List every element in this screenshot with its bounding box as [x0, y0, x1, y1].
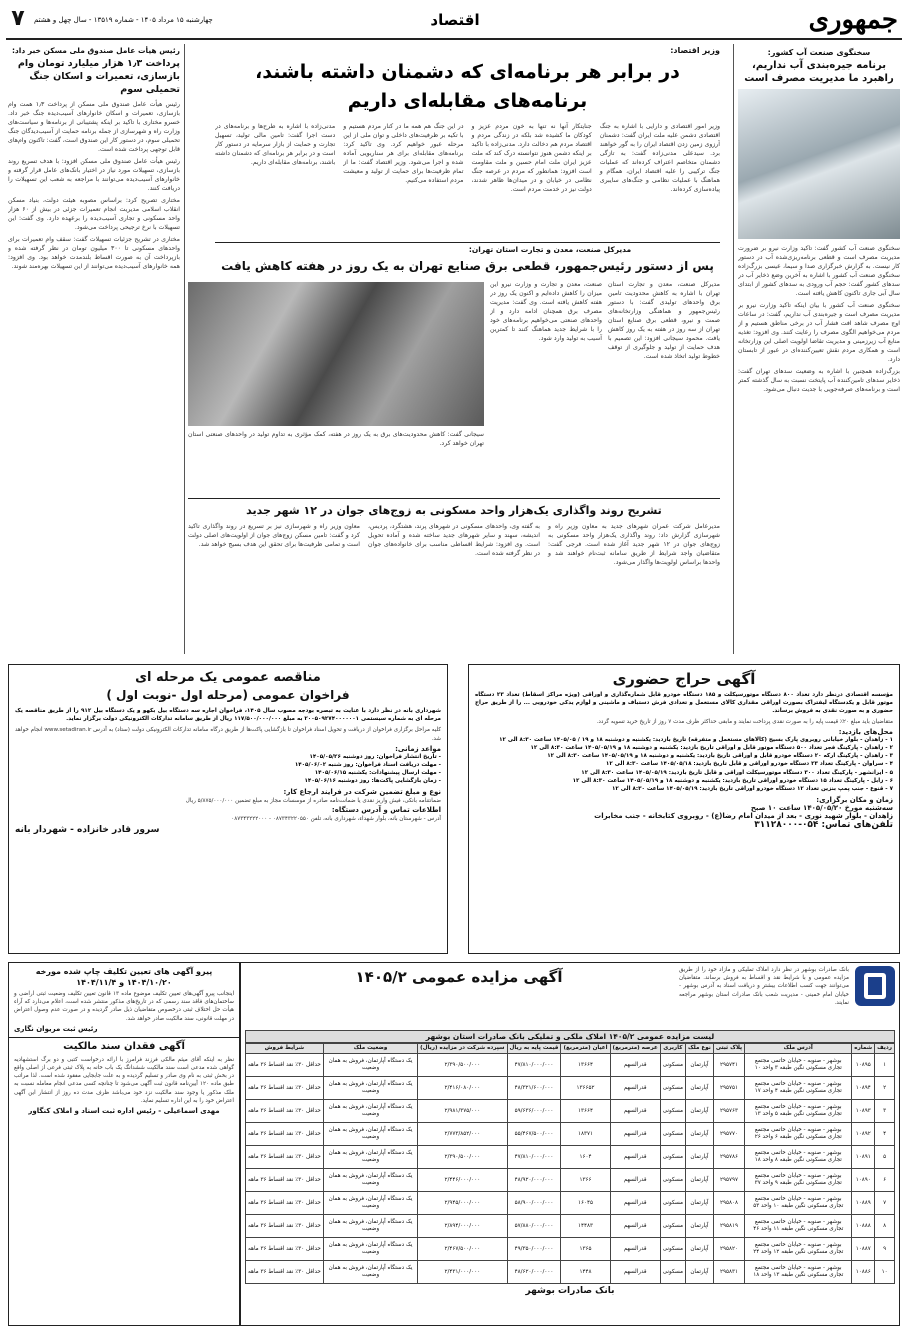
table-cell: قدرالسهم — [610, 1238, 660, 1261]
water-article — [738, 44, 900, 644]
water-headline: برنامه جیره‌بندی آب نداریم، راهبرد ما مدیریت مصرف است — [744, 60, 894, 84]
table-cell: ۴۸/۳۲۱/۶۰۰/۰۰۰ — [507, 1077, 561, 1100]
table-cell: ۱۰۸۸۶ — [852, 1261, 875, 1284]
table-cell: آپارتمان — [685, 1146, 713, 1169]
table-cell: ۴۷/۸۱۰/۰۰۰/۰۰۰ — [507, 1054, 561, 1077]
table-cell: یک دستگاه آپارتمان، فروش به همان وضعیت — [323, 1077, 417, 1100]
bank-logo-icon — [855, 966, 895, 1006]
table-cell: قدرالسهم — [610, 1077, 660, 1100]
table-cell: بوشهر - صنوبه - خیابان خاتمی مجتمع تجاری مسکونی نگین طبقه ۱۰ واحد ۵۳ — [745, 1192, 852, 1215]
table-cell: بوشهر - صنوبه - خیابان خاتمی مجتمع تجاری مسکونی نگین طبقه ۸ واحد ۱۸ — [745, 1146, 852, 1169]
visit-item: ۳ - زاهدان - پارکینگ ارکه ۲۰ دستگاه خودرو قابل و اوراقی تاریخ بازدید: یکشنبه و دوشنبه ۱۸ و ۱۴۰۵/۰۵/۱۹ ساعت ۸:۳۰ الی ۱۲ — [547, 753, 893, 760]
table-cell: ۳ — [875, 1100, 895, 1123]
table-cell: حداقل ۳۰٪ نقد اقساط ۳۶ ماهه — [246, 1146, 324, 1169]
table-cell: ۲ — [875, 1077, 895, 1100]
table-cell: قدرالسهم — [610, 1146, 660, 1169]
table-cell: ۲۹۵۷۸۶ — [713, 1146, 744, 1169]
electricity-kicker: مدیرکل صنعت، معدن و تجارت استان تهران: — [468, 245, 632, 254]
schedule-list — [15, 753, 441, 786]
lead-body — [215, 122, 720, 240]
housing-body-3: معاون وزیر راه و شهرسازی نیز بر تسریع در روند واگذاری تاکید کرد و گفت: تامین مسکن زوج‌های جوان از اولویت‌های اصلی دولت است و تمامی ظرفیت‌ها برای تحقق این هدف بسیج خواهد شد. — [188, 523, 360, 548]
table-cell: ۲۹۵۷۶۳ — [713, 1100, 744, 1123]
ad-live-auction-title: آگهی حراج حضوری — [612, 670, 756, 688]
ad-bank — [240, 962, 900, 1326]
table-cell: یک دستگاه آپارتمان، فروش به همان وضعیت — [323, 1261, 417, 1284]
ad-live-auction-visit-title: محل‌های بازدید: — [838, 727, 893, 736]
table-cell: ۱۰۸۸۹ — [852, 1192, 875, 1215]
lead-rule — [215, 242, 720, 243]
table-header-cell: سپرده شرکت در مزایده (ریال) — [418, 1044, 507, 1054]
ad-registry — [8, 962, 240, 1326]
table-cell: ۱۰۸۸۷ — [852, 1238, 875, 1261]
table-cell: قدرالسهم — [610, 1261, 660, 1284]
table-cell: مسکونی — [660, 1261, 685, 1284]
ad-tender-guarantee: ضمانتنامه بانکی، فیش واریز نقدی یا ضمانت‌نامه صادره از موسسات مجاز به مبلغ تضمین ۵/۸۷۵/۰۰۰/۰۰۰ ریال — [185, 797, 441, 804]
table-cell: ۱۳۶۶۴ — [561, 1054, 610, 1077]
table-cell: ۱۰۸۹۳ — [852, 1100, 875, 1123]
water-body-3: بزرگ‌زاده همچنین با اشاره به وضعیت سدهای تهران گفت: ذخایر سدهای تامین‌کننده آب پایتخت نسبت به سال گذشته کمتر است و برنامه‌های صرفه‌جویی با جدیت دنبال می‌شود. — [738, 368, 900, 393]
table-cell: آپارتمان — [685, 1054, 713, 1077]
table-row — [246, 1146, 895, 1169]
table-cell: بوشهر - صنوبه - خیابان خاتمی مجتمع تجاری مسکونی نگین طبقه ۱۲ واحد ۲۴ — [745, 1238, 852, 1261]
electricity-rule — [188, 498, 720, 499]
visit-item: ۷ - قنوع - جنب پمپ بنزین تعداد ۱۲ دستگاه خودرو اوراقی تاریخ بازدید: ۱۴۰۵/۰۵/۱۹ ساعت ۸:۳۰ الی ۱۲ — [612, 786, 893, 793]
schedule-item: - زمان بازگشایی پاکت‌ها: روز دوشنبه ۱۴۰۵/۰۶/۱۶ — [304, 778, 441, 785]
table-cell: ۱۰۸۹۱ — [852, 1146, 875, 1169]
table-header-cell: شماره — [852, 1044, 875, 1054]
table-cell: مسکونی — [660, 1146, 685, 1169]
table-cell: ۲/۳۹۰/۵۰۰/۰۰۰ — [418, 1146, 507, 1169]
table-row — [246, 1100, 895, 1123]
table-cell: ۲۹۵۸۳۱ — [713, 1261, 744, 1284]
table-cell: قدرالسهم — [610, 1215, 660, 1238]
fund-body-2: رئیس هیأت عامل صندوق ملی مسکن افزود: با هدف تسریع روند بازسازی، تسهیلات مورد نیاز در اختیار بانک‌های عامل قرار گرفته و خانوارهای آسیب‌دیده می‌توانند با مراجعه به شعب این تسهیلات را دریافت کنند. — [8, 158, 180, 192]
table-cell: آپارتمان — [685, 1077, 713, 1100]
table-cell: آپارتمان — [685, 1100, 713, 1123]
visit-item: ۶ - زابل - پارکینگ تعداد ۱۵ دستگاه خودرو اوراقی تاریخ بازدید: یکشنبه و دوشنبه ۱۸ و ۱۴۰۵/۰۵/۱۹ ساعت ۸:۳۰ الی ۱۲ — [572, 777, 893, 784]
table-cell: ۱۳۶۶ — [561, 1169, 610, 1192]
schedule-item: - مهلت ارسال پیشنهادات: یکشنبه ۱۴۰۵/۰۶/۱۵ — [314, 770, 441, 777]
table-cell: آپارتمان — [685, 1215, 713, 1238]
table-cell: آپارتمان — [685, 1123, 713, 1146]
visit-list — [475, 736, 893, 793]
table-cell: قدرالسهم — [610, 1054, 660, 1077]
ad-bank-table-title: لیست مزایده عمومی ۱۴۰۵/۲ املاک ملکی و تملیکی بانک صادرات استان بوشهر — [245, 1030, 895, 1043]
ad-tender — [8, 664, 448, 954]
table-cell: ۲/۹۴۵/۰۰۰/۰۰۰ — [418, 1192, 507, 1215]
table-row — [246, 1054, 895, 1077]
table-cell: ۲۹۵۷۴۱ — [713, 1054, 744, 1077]
table-cell: مسکونی — [660, 1054, 685, 1077]
ad-registry-body: اینجانب پیرو آگهی‌های تعیین تکلیف موضوع ماده ۱۳ قانون تعیین تکلیف وضعیت ثبتی اراضی و ساختمان‌های فاقد سند رسمی که در تاریخ‌های مذکور منتشر شده است، اعلام می‌دارد که آراء هیأت حل اختلاف ثبتی درخصوص متقاضیان ذیل صادر گردیده و در صورت عدم وصول اعتراض در مهلت قانونی، سند مالکیت صادر خواهد شد. — [14, 991, 234, 1022]
table-cell: آپارتمان — [685, 1169, 713, 1192]
table-cell: ۲/۳۹۰/۵۰۰/۰۰۰ — [418, 1054, 507, 1077]
table-cell: ۲۹۵۸۲۰ — [713, 1238, 744, 1261]
water-body-2: سخنگوی صنعت آب کشور با بیان اینکه تاکید وزارت نیرو بر مدیریت مصرف است و جیره‌بندی آب نداریم، گفت: در ساعات اوج مصرف شاهد افت فشار آب در برخی مناطق هستیم و از مردم می‌خواهیم الگوی مصرف را رعایت کنند. وی افزود: تغذیه منابع آب زیرزمینی و مدیریت تقاضا اولویت اصلی این وزارتخانه است و همکاری مردم نقش تعیین‌کننده‌ای در عبور از تابستان دارد. — [738, 302, 900, 363]
table-cell: ۴۷/۸۱۰/۰۰۰/۰۰۰ — [507, 1146, 561, 1169]
ad-live-auction-body-1: مؤسسه اقتصادی درنظر دارد تعداد ۸۰۰ دستگاه موتورسیکلت و ۱۸۵ دستگاه خودرو قابل شماره‌گذاری و اوراقی (ویژه مراکز اسقاط) تعداد ۲۳ دستگاه موتور قابل و یکدستگاه لیفتراک بصورت اوراقی مقداری کالای مستعمل و تعدادی فرش دستباف و ماشینی و لوازم یدکی خودرویی ... را از طریق حراج حضوری و به صورت نقدی به فروش برساند. — [475, 692, 893, 715]
table-cell: یک دستگاه آپارتمان، فروش به همان وضعیت — [323, 1238, 417, 1261]
table-cell: ۲۹۵۸۱۹ — [713, 1215, 744, 1238]
ad-tender-body-2: کلیه مراحل برگزاری فراخوان از دریافت و تحویل اسناد فراخوان تا بازگشایی پاکت‌ها از طریق درگاه سامانه تدارکات الکترونیکی دولت (ستاد) به آدرس www.setadiran.ir انجام خواهد شد. — [15, 727, 442, 742]
lead-headline: در برابر هر برنامه‌ای که دشمنان داشته باشند، برنامه‌های مقابله‌ای داریم — [255, 61, 680, 112]
table-cell: حداقل ۳۰٪ نقد اقساط ۳۶ ماهه — [246, 1192, 324, 1215]
fund-body-4: مختاری در تشریح جزئیات تسهیلات گفت: سقف وام تعمیرات برای واحدهای مسکونی تا ۳۰۰ میلیون تومان در نظر گرفته شده و بازپرداخت آن به صورت اقساط بلندمدت خواهد بود. وی افزود: همه خانوارهای آسیب‌دیده می‌توانند از این تسهیلات بهره‌مند شوند. — [8, 236, 180, 270]
visit-item: ۵ - ایرانشهر - پارکینگ تعداد ۳۰۰ دستگاه موتورسیکلت اوراقی و قابل تاریخ بازدید: ۱۴۰۵/۰۵/۱۹ ساعت ۸:۳۰ الی ۱۲ — [581, 769, 893, 776]
table-cell: مسکونی — [660, 1123, 685, 1146]
col-divider — [733, 44, 734, 654]
table-header-cell: آدرس ملک — [745, 1044, 852, 1054]
table-cell: ۱۰۸۹۲ — [852, 1123, 875, 1146]
table-row — [246, 1123, 895, 1146]
table-row — [246, 1215, 895, 1238]
table-cell: ۵۵/۴۶۷/۵۰۰/۰۰۰ — [507, 1123, 561, 1146]
table-cell: ۴۸/۶۲۰/۰۰۰/۰۰۰ — [507, 1261, 561, 1284]
table-header-cell: قیمت پایه به ریال — [507, 1044, 561, 1054]
table-cell: یک دستگاه آپارتمان، فروش به همان وضعیت — [323, 1192, 417, 1215]
factory-photo — [188, 282, 484, 426]
ad-bank-footer: بانک صادرات بوشهر — [525, 1286, 615, 1296]
schedule-item: - تاریخ انتشار فراخوان: روز دوشنبه ۱۴۰۵/۰۵/۲۶ — [309, 753, 441, 760]
page-number: ۷ — [11, 6, 25, 31]
table-cell: بوشهر - صنوبه - خیابان خاتمی مجتمع تجاری مسکونی نگین طبقه ۹ واحد ۳۷ — [745, 1169, 852, 1192]
table-cell: مسکونی — [660, 1238, 685, 1261]
ad-tender-schedule-title: مواعد زمانی: — [395, 744, 441, 753]
table-cell: بوشهر - صنوبه - خیابان خاتمی مجتمع تجاری مسکونی نگین طبقه ۶ واحد ۲۶ — [745, 1123, 852, 1146]
table-cell: ۱۶۰۴۵ — [561, 1192, 610, 1215]
table-cell: ۱۶۰۴ — [561, 1146, 610, 1169]
lead-body-1: وزیر امور اقتصادی و دارایی با اشاره به جنگ اقتصادی دشمن علیه ملت ایران گفت: دشمنان آرزوی زمین زدن اقتصاد ایران را به گور خواهند برد. سیدعلی مدنی‌زاده گفت: به تازگی دشمنان متخاصم اعتراف کرده‌اند که عملیات جنگ ترکیبی را علیه اقتصاد ایران، همگام و هماهنگ با عملیات نظامی و جنگ‌های سایبری پیاده‌سازی کرده‌اند. — [599, 123, 720, 193]
table-cell: یک دستگاه آپارتمان، فروش به همان وضعیت — [323, 1123, 417, 1146]
table-cell: ۱۳۶۶۵۲ — [561, 1077, 610, 1100]
water-photo — [738, 89, 900, 239]
table-header-cell: کاربری — [660, 1044, 685, 1054]
table-cell: ۱۰۸۹۰ — [852, 1169, 875, 1192]
visit-item: ۲ - زاهدان - پارکینگ فجر تعداد ۵۰۰ دستگاه موتور قابل و اوراقی تاریخ بازدید: یکشنبه و دوشنبه ۱۸ و ۱۴۰۵/۰۵/۱۹ ساعت ۸:۳۰ الی ۱۲ — [530, 745, 893, 752]
ad-live-auction-body-2: متقاضیان باید مبلغ ۲۰٪ قیمت پایه را به صورت نقدی پرداخت نمایند و مابقی حداکثر ظرف مدت ۷ روز از تاریخ خرید تسویه گردد. — [596, 718, 893, 725]
electricity-headline: پس از دستور رئیس‌جمهور، قطعی برق صنایع تهران به یک روز در هفته کاهش یافت — [221, 259, 714, 273]
housing-headline: تشریح روند واگذاری یک‌هزار واحد مسکونی به زوج‌های جوان در ۱۲ شهر جدید — [246, 504, 662, 517]
ad-tender-contact-title: اطلاعات تماس و آدرس دستگاه: — [331, 805, 441, 814]
fund-body-3: مختاری تصریح کرد: براساس مصوبه هیئت دولت، بنیاد مسکن انقلاب اسلامی مدیریت انجام تعمیرات جزئی در بیش از ۶۰ هزار واحد مسکونی و تجاری آسیب‌دیده را برعهده دارد. وی گفت: این تسهیلات با نرخ ترجیحی پرداخت می‌شود. — [8, 197, 180, 231]
table-cell: ۵۸/۹۰۰/۰۰۰/۰۰۰ — [507, 1192, 561, 1215]
electricity-body — [490, 280, 720, 485]
ad-live-auction-address: زاهدان - بلوار شهید نوری - بعد از میدان امام رضا(ع) - روبروی کتابخانه - جنب مخابرات — [594, 812, 893, 821]
ad-lost-title: آگهی فقدان سند مالکیت — [63, 1040, 185, 1052]
table-cell: بوشهر - صنوبه - خیابان خاتمی مجتمع تجاری مسکونی نگین طبقه ۳ واحد ۱۰ — [745, 1054, 852, 1077]
table-row — [246, 1261, 895, 1284]
table-cell: ۹ — [875, 1238, 895, 1261]
table-cell: مسکونی — [660, 1100, 685, 1123]
table-cell: ۲۹۵۷۹۷ — [713, 1169, 744, 1192]
table-cell: حداقل ۳۰٪ نقد اقساط ۳۶ ماهه — [246, 1261, 324, 1284]
table-cell: ۱۳۶۶۴ — [561, 1100, 610, 1123]
ad-tender-contact: آدرس - شهرستان بانه، بلوار شهداء، شهرداری بانه، تلفن ۰۸۷۳۴۳۲۲۰۵۵۰ - ۰۸۷۳۴۳۲۲۲۰۰۰ — [231, 815, 441, 822]
water-body-1: سخنگوی صنعت آب کشور گفت: تاکید وزارت نیرو بر ضرورت مدیریت مصرف است و قطعی برنامه‌ریزی‌شده آب در دستور کار نیست. به گزارش خبرگزاری صدا و سیما، عیسی بزرگ‌زاده سخنگوی صنعت آب کشور با اشاره به آخرین وضع ذخایر آب در سدهای کشور گفت: حجم آب ورودی به سدهای کشور از ابتدای سال آبی جاری تاکنون کاهش یافته است. — [738, 245, 900, 297]
table-row — [246, 1192, 895, 1215]
table-cell: بوشهر - صنوبه - خیابان خاتمی مجتمع تجاری مسکونی نگین طبقه ۱۱ واحد ۴۶ — [745, 1215, 852, 1238]
table-cell: ۲/۴۴۶/۰۰۰/۰۰۰ — [418, 1169, 507, 1192]
table-cell: ۵۹/۶۳۶/۰۰۰/۰۰۰ — [507, 1100, 561, 1123]
table-cell: ۶ — [875, 1169, 895, 1192]
table-cell: ۱۴۴۸ — [561, 1261, 610, 1284]
table-cell: قدرالسهم — [610, 1192, 660, 1215]
table-cell: ۱ — [875, 1054, 895, 1077]
lead-body-4: مدنی‌زاده با اشاره به طرح‌ها و برنامه‌های در دست اجرا گفت: تامین مالی تولید، تسهیل تجارت و حمایت از بازار سرمایه در دستور کار است و در برابر هر برنامه‌ای که دشمنان داشته باشند، برنامه‌های مقابله‌ای داریم. — [215, 123, 336, 166]
table-cell: ۵۷/۸۸۰/۰۰۰/۰۰۰ — [507, 1215, 561, 1238]
lead-body-3: در این جنگ هم همه ما در کنار مردم هستیم و با تکیه بر ظرفیت‌های داخلی و توان ملی از این مرحله عبور خواهیم کرد. وی تاکید کرد: برنامه‌های مقابله‌ای برای هر سناریویی آماده شده و اجرا می‌شود. وزیر اقتصاد گفت: ما از تمام ظرفیت‌ها برای حمایت از تولید و معیشت مردم استفاده می‌کنیم. — [343, 123, 464, 184]
table-cell: آپارتمان — [685, 1238, 713, 1261]
electricity-caption: سیجانی گفت: کاهش محدودیت‌های برق به یک روز در هفته، کمک مؤثری به تداوم تولید در واحدهای صنعتی استان تهران خواهد کرد. — [188, 431, 484, 447]
table-header-cell: شرایط فروش — [246, 1044, 324, 1054]
fund-article — [8, 46, 180, 652]
housing-body — [188, 522, 720, 652]
table-cell: ۴۹/۳۵۰/۰۰۰/۰۰۰ — [507, 1238, 561, 1261]
table-cell: قدرالسهم — [610, 1100, 660, 1123]
date-line: چهارشنبه ۱۵ مرداد ۱۴۰۵ - شماره ۱۳۵۱۹ - سال چهل و هشتم — [34, 16, 213, 24]
masthead: جمهوری — [808, 5, 898, 35]
table-cell: یک دستگاه آپارتمان، فروش به همان وضعیت — [323, 1169, 417, 1192]
table-cell: ۱۰۸۸۸ — [852, 1215, 875, 1238]
table-row — [246, 1077, 895, 1100]
table-cell: ۱۸۳۷۱ — [561, 1123, 610, 1146]
table-cell: مسکونی — [660, 1192, 685, 1215]
table-cell: ۵ — [875, 1146, 895, 1169]
ad-bank-intro: بانک صادرات بوشهر در نظر دارد املاک تملیکی و مازاد خود را از طریق مزایده عمومی و با شرایط نقد و اقساط به فروش برساند. متقاضیان می‌توانند جهت کسب اطلاعات بیشتر و دریافت اسناد به آدرس بوشهر - خیابان امام خمینی - مدیریت شعب بانک صادرات استان بوشهر مراجعه نمایند. — [679, 967, 849, 1006]
table-cell: ۱۰۸۹۵ — [852, 1054, 875, 1077]
table-cell: آپارتمان — [685, 1192, 713, 1215]
ad-lost-body: نظر به اینکه آقای میثم مالکی فرزند فرامرز با ارائه درخواست کتبی و دو برگ استشهادیه گواهی شده مدعی است سند مالکیت ششدانگ یک باب خانه به پلاک ثبتی فرعی از اصلی واقع در بخش ثبتی به نام وی صادر و تسلیم گردیده و به علت جابجایی مفقود شده است. لذا مراتب طبق ماده ۱۲۰ آیین‌نامه قانون ثبت آگهی می‌شود تا چنانچه کسی مدعی انجام معامله نسبت به ملک مذکور یا وجود سند مالکیت نزد خود می‌باشد ظرف مدت ده روز از انتشار این آگهی اعتراض خود را به این اداره تسلیم نماید. — [14, 1056, 235, 1104]
table-cell: ۲۹۵۷۵۱ — [713, 1077, 744, 1100]
electricity-body-2: صنعت، معدن و تجارت و وزارت نیرو این میزان را کاهش داده‌ایم و اکنون یک روز در هفته کاهش یافته است. وی گفت: مدیریت مصرف برق همچنان ادامه دارد و از واحدهای صنعتی می‌خواهیم برنامه‌های خود را با شرایط جدید هماهنگ کنند تا کمترین آسیب به تولید وارد شود. — [490, 281, 602, 342]
table-cell: ۱۴۴۸۳ — [561, 1215, 610, 1238]
ad-live-auction-phone: تلفن‌های تماس: ۰۵۴-۳۱۱۲۸۰۰۰ — [754, 820, 893, 831]
table-cell: بوشهر - صنوبه - خیابان خاتمی مجتمع تجاری مسکونی نگین طبقه ۵ واحد ۱۳ — [745, 1100, 852, 1123]
table-cell: ۱۳۶۵ — [561, 1238, 610, 1261]
table-cell: قدرالسهم — [610, 1169, 660, 1192]
table-cell: ۸ — [875, 1215, 895, 1238]
ad-registry-signature: رئیس ثبت مریوان نگاری — [14, 1024, 98, 1033]
ad-tender-signature: سرور قادر خانزاده - شهردار بانه — [15, 825, 160, 836]
fund-body-1: رئیس هیأت عامل صندوق ملی مسکن از پرداخت ۱٫۳ همت وام بازسازی، تعمیرات و اسکان خانوارهای آسیب‌دیده جنگ خبر داد. خسرو مختاری با تاکید بر اینکه پشتیبانی از برنامه‌ها و سیاست‌های وزارت راه و شهرسازی از جمله برنامه حمایت از آسیب‌دیدگان جنگ تحمیلی سوم، در دستور کار این صندوق است، گفت: تاکنون وام‌های قابل توجهی پرداخت شده است. — [8, 101, 180, 153]
table-cell: مسکونی — [660, 1169, 685, 1192]
ad-registry-title: پیرو آگهی های تعیین تکلیف چاپ شده مورخه ۱۴۰۴/۱۰/۲۰ و ۱۴۰۴/۱۱/۴ — [35, 967, 213, 987]
schedule-item: - مهلت دریافت اسناد فراخوان: روز شنبه ۱۴۰۵/۰۶/۰۲ — [294, 762, 441, 769]
table-cell: یک دستگاه آپارتمان، فروش به همان وضعیت — [323, 1100, 417, 1123]
table-cell: ۲/۸۹۴/۰۰۰/۰۰۰ — [418, 1215, 507, 1238]
col-divider-left — [184, 44, 185, 654]
housing-body-2: به گفته وی، واحدهای مسکونی در شهرهای پرند، هشتگرد، پردیس، اندیشه، سهند و سایر شهرهای جدید ساخته شده و آماده تحویل است. وی افزود: شرایط اقساطی مناسب برای خانواده‌های جوان در نظر گرفته شده است. — [368, 523, 540, 557]
table-cell: یک دستگاه آپارتمان، فروش به همان وضعیت — [323, 1054, 417, 1077]
bank-table — [245, 1043, 895, 1284]
table-header-cell: وضعیت ملک — [323, 1044, 417, 1054]
lead-body-2: جنایتکار آنها نه تنها به خون مردم عزیز و کودکان ما کشیده شد بلکه در زندگی مردم و اقتصاد مردم هم دخالت دارد. مدنی‌زاده با تاکید بر اینکه دشمن هنوز نتوانسته درک کند که ملت عزیز ایران ملت امام حسین و ملت مقاومت است افزود: همانطور که مردم در عرصه جنگ نظامی در خیابان و در میدان‌ها ظاهر شدند، دولت نیز در خدمت مردم است. — [471, 123, 592, 193]
table-cell: ۴۸/۹۲۰/۰۰۰/۰۰۰ — [507, 1169, 561, 1192]
table-cell: مسکونی — [660, 1215, 685, 1238]
ad-tender-title: مناقصه عمومی یک مرحله ای — [135, 670, 321, 685]
water-kicker: سخنگوی صنعت آب کشور: — [767, 48, 871, 57]
table-row — [246, 1169, 895, 1192]
ad-tender-guarantee-title: نوع و مبلغ تضمین شرکت در فرایند ارجاع کار: — [283, 787, 441, 796]
table-cell: حداقل ۳۰٪ نقد اقساط ۳۶ ماهه — [246, 1077, 324, 1100]
visit-item: ۴ - سراوان - پارکینگ تعداد ۲۳ دستگاه خودرو اوراقی و قابل تاریخ بازدید: ۱۴۰۵/۰۵/۱۸ ساعت ۸:۳۰ الی ۱۲ — [605, 761, 893, 768]
table-cell: ۲/۹۸۱/۳۷۵/۰۰۰ — [418, 1100, 507, 1123]
table-cell: بوشهر - صنوبه - خیابان خاتمی مجتمع تجاری مسکونی نگین طبقه ۱۳ واحد ۱۸ — [745, 1261, 852, 1284]
ad-live-auction-when: زمان و مکان برگزاری: — [816, 796, 893, 805]
table-cell: مسکونی — [660, 1077, 685, 1100]
ad-live-auction-when-text: سه‌شنبه مورخ ۱۴۰۵/۰۵/۲۰ ساعت ۱۰ صبح — [750, 804, 893, 813]
table-header-cell: پلاک ثبتی — [713, 1044, 744, 1054]
ad-bank-title: آگهی مزایده عمومی ۱۴۰۵/۲ — [355, 968, 563, 986]
table-cell: ۷ — [875, 1192, 895, 1215]
table-cell: ۲۹۵۸۰۸ — [713, 1192, 744, 1215]
ad-tender-body-1: شهرداری بانه در نظر دارد با عنایت به تبصره بودجه مصوب سال ۱۴۰۵، فراخوان اجاره سه دستگاه بیل بکهو و یک دستگاه بیل ۹۱۲ را از طریق مناقصه یک مرحله ای به شماره سیستمی ۲۰۰۵۰۹۲۷۴۰۰۰۰۰۰۱ به مبلغ ۱۱۷/۵۰۰/۰۰۰/۰۰۰ ریال از طریق سامانه تدارکات الکترونیکی دولت برگزار نماید. — [15, 708, 441, 723]
table-cell: یک دستگاه آپارتمان، فروش به همان وضعیت — [323, 1146, 417, 1169]
electricity-body-1: مدیرکل صنعت، معدن و تجارت استان تهران با اشاره به کاهش محدودیت تامین برق واحدهای تولیدی گفت: با دستور رئیس‌جمهور و هماهنگی وزارتخانه‌های صمت و نیرو، قطعی برق صنایع استان تهران از سه روز در هفته به یک روز کاهش یافت. محمود سیجانی افزود: این تصمیم با هدف حمایت از تولید و جلوگیری از توقف خطوط تولید اتخاذ شده است. — [608, 281, 720, 360]
fund-kicker: رئیس هیأت عامل صندوق ملی مسکن خبر داد: — [11, 46, 180, 55]
table-cell: حداقل ۳۰٪ نقد اقساط ۳۶ ماهه — [246, 1238, 324, 1261]
table-cell: بوشهر - صنوبه - خیابان خاتمی مجتمع تجاری مسکونی نگین طبقه ۴ واحد ۱۷ — [745, 1077, 852, 1100]
table-cell: ۲/۴۳۱/۰۰۰/۰۰۰ — [418, 1261, 507, 1284]
header-rule — [6, 38, 902, 40]
table-cell: ۱۰۸۹۴ — [852, 1077, 875, 1100]
ad-live-auction — [468, 664, 900, 954]
table-cell: حداقل ۳۰٪ نقد اقساط ۳۶ ماهه — [246, 1215, 324, 1238]
ad-lost-signature: مهدی اسماعیلی - رئیس اداره ثبت اسناد و املاک کنگاور — [28, 1107, 220, 1116]
table-cell: ۲/۴۶۷/۵۰۰/۰۰۰ — [418, 1238, 507, 1261]
housing-body-1: مدیرعامل شرکت عمران شهرهای جدید به معاون وزیر راه و شهرسازی گزارش داد: روند واگذاری یک‌هزار واحد مسکونی به زوج‌های جوان در ۱۲ شهر جدید آغاز شده است. فرجی گفت: متقاضیان واجد شرایط از طریق سامانه ثبت‌نام خواهند شد و واحدها براساس اولویت‌ها واگذار می‌شود. — [548, 523, 720, 566]
table-cell: حداقل ۳۰٪ نقد اقساط ۳۶ ماهه — [246, 1169, 324, 1192]
table-header-cell: نوع ملک — [685, 1044, 713, 1054]
table-cell: یک دستگاه آپارتمان، فروش به همان وضعیت — [323, 1215, 417, 1238]
ad-tender-subtitle: فراخوان عمومی (مرحله اول -نوبت اول ) — [106, 688, 350, 702]
section-title: اقتصاد — [430, 11, 480, 29]
table-cell: ۲/۴۱۶/۰۸۰/۰۰۰ — [418, 1077, 507, 1100]
table-cell: قدرالسهم — [610, 1123, 660, 1146]
table-cell: حداقل ۳۰٪ نقد اقساط ۳۶ ماهه — [246, 1054, 324, 1077]
table-cell: حداقل ۳۰٪ نقد اقساط ۳۶ ماهه — [246, 1123, 324, 1146]
table-cell: حداقل ۳۰٪ نقد اقساط ۳۶ ماهه — [246, 1100, 324, 1123]
table-cell: آپارتمان — [685, 1261, 713, 1284]
fund-headline: پرداخت ۱٫۳ هزار میلیارد تومان وام بازسازی، تعمیرات و اسکان جنگ تحمیلی سوم — [17, 58, 180, 95]
lead-kicker: وزیر اقتصاد: — [670, 46, 720, 55]
table-cell: ۱۰ — [875, 1261, 895, 1284]
table-header-cell: ردیف — [875, 1044, 895, 1054]
table-header-cell: عرصه (مترمربع) — [610, 1044, 660, 1054]
table-header-cell: اعیان (مترمربع) — [561, 1044, 610, 1054]
visit-item: ۱ - زاهدان - بلوار خیابانی روبروی پارک بسیج (کالاهای مستعمل و متفرقه) تاریخ بازدید: یکشنبه و دوشنبه ۱۸ و ۱۹ / ۱۴۰۵/۰۵ ساعت ۸:۳۰ الی ۱۲ — [499, 736, 893, 743]
table-cell: ۲/۷۷۳/۸۵۲/۰۰۰ — [418, 1123, 507, 1146]
table-cell: ۴ — [875, 1123, 895, 1146]
table-cell: ۲۹۵۷۷۰ — [713, 1123, 744, 1146]
table-row — [246, 1238, 895, 1261]
